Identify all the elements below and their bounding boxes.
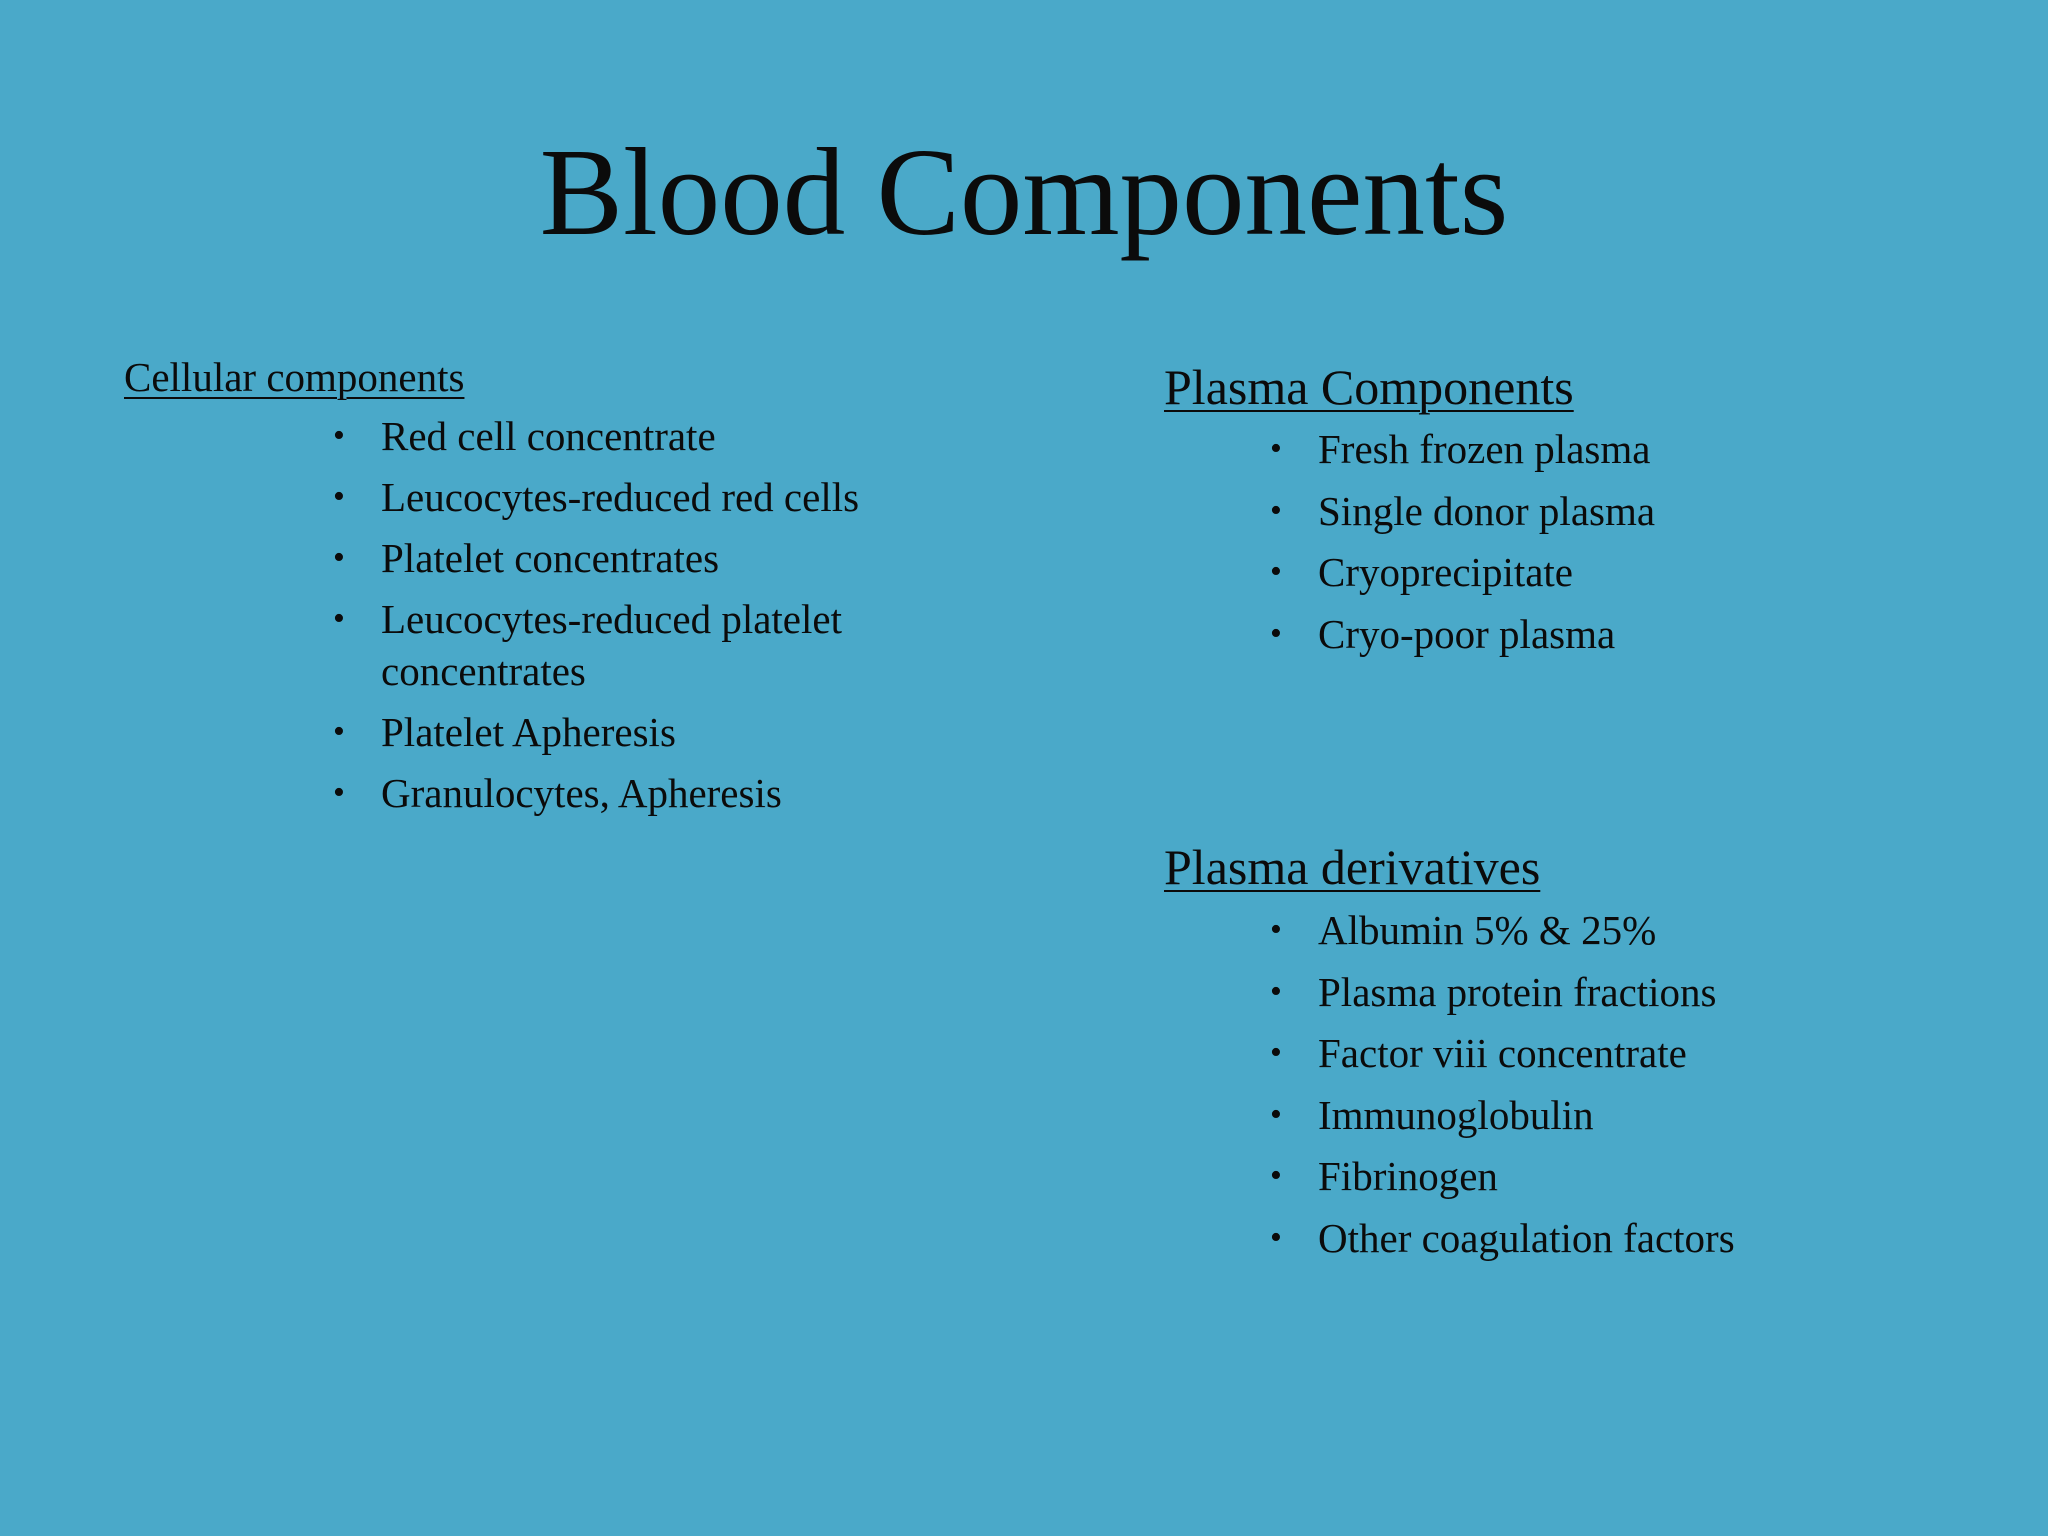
bullet-icon: • xyxy=(333,539,345,576)
list-item-text: Red cell concentrate xyxy=(381,413,716,459)
list-item xyxy=(1270,966,1970,1018)
list-item xyxy=(1270,1027,1970,1079)
bullet-icon: • xyxy=(1270,1095,1282,1133)
list-item xyxy=(333,410,933,462)
list-item-text: Platelet Apheresis xyxy=(381,709,676,755)
list-item xyxy=(1270,1212,1970,1264)
bullet-icon: • xyxy=(333,478,345,515)
list-item-text: Fibrinogen xyxy=(1318,1153,1498,1199)
list-item xyxy=(1270,1089,1970,1141)
list-item-text: Cryo-poor plasma xyxy=(1318,610,1616,657)
list-item-text: Leucocytes-reduced platelet concentrates xyxy=(381,596,842,694)
list-item xyxy=(1270,546,1970,598)
list-item xyxy=(1270,608,1970,660)
list-item xyxy=(333,706,933,758)
bullet-icon: • xyxy=(333,417,345,454)
bullet-icon: • xyxy=(1270,1218,1282,1256)
cellular-components-list xyxy=(333,410,933,828)
bullet-icon: • xyxy=(1270,1034,1282,1071)
bullet-icon: • xyxy=(1270,553,1282,590)
list-item xyxy=(1270,1150,1970,1202)
slide-title: Blood Components xyxy=(539,124,1509,262)
list-item xyxy=(333,471,933,523)
cellular-components-heading: Cellular components xyxy=(124,354,465,400)
list-item-text: Fresh frozen plasma xyxy=(1318,426,1651,472)
list-item-text: Leucocytes-reduced red cells xyxy=(381,474,860,520)
list-item-text: Cryoprecipitate xyxy=(1318,549,1574,595)
bullet-icon: • xyxy=(1270,1157,1282,1194)
list-item-text: Other coagulation factors xyxy=(1318,1214,1735,1261)
list-item xyxy=(333,593,933,697)
plasma-derivatives-heading: Plasma derivatives xyxy=(1164,839,1541,895)
bullet-icon: • xyxy=(1270,614,1282,652)
list-item xyxy=(1270,904,1970,956)
plasma-derivatives-list xyxy=(1270,904,1970,1273)
list-item-text: Plasma protein fractions xyxy=(1318,968,1717,1015)
plasma-components-heading: Plasma Components xyxy=(1164,359,1574,415)
list-item-text: Albumin 5% & 25% xyxy=(1318,907,1657,953)
list-item xyxy=(1270,423,1970,475)
bullet-icon: • xyxy=(1270,972,1282,1010)
bullet-icon: • xyxy=(1270,911,1282,948)
list-item-text: Granulocytes, Apheresis xyxy=(381,770,782,816)
list-item-text: Single donor plasma xyxy=(1318,487,1656,534)
list-item xyxy=(1270,485,1970,537)
bullet-icon: • xyxy=(333,713,345,750)
list-item xyxy=(333,767,933,819)
bullet-icon: • xyxy=(1270,430,1282,467)
list-item-text: Platelet concentrates xyxy=(381,535,720,581)
list-item-text: Immunoglobulin xyxy=(1318,1091,1594,1138)
bullet-icon: • xyxy=(333,774,345,811)
bullet-icon: • xyxy=(333,600,345,637)
plasma-components-list xyxy=(1270,423,1970,669)
list-item-text: Factor viii concentrate xyxy=(1318,1030,1687,1076)
list-item xyxy=(333,532,933,584)
bullet-icon: • xyxy=(1270,491,1282,529)
